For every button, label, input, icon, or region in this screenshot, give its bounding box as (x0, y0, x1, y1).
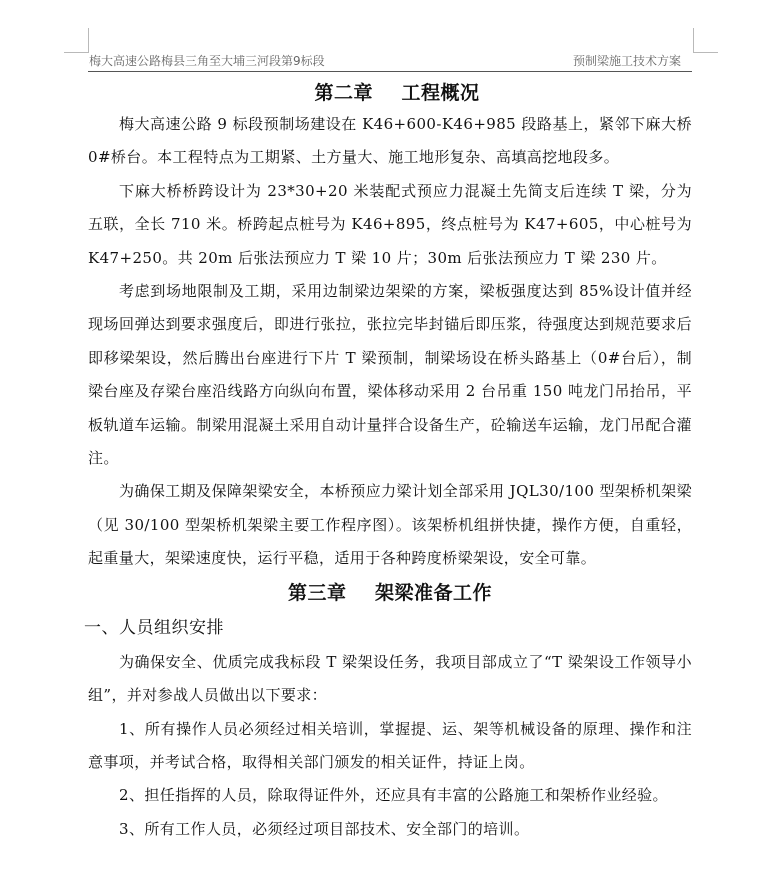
requirement-item-2: 2、担任指挥的人员，除取得证件外，还应具有丰富的公路施工和架桥作业经验。 (119, 786, 668, 805)
crop-mark-top-right (693, 28, 718, 53)
section-personnel-title: 一、人员组织安排 (84, 617, 224, 638)
header-project-name: 梅大高速公路梅县三角至大埔三河段第9标段 (89, 54, 325, 68)
document-body (84, 78, 692, 846)
header-document-title: 预制梁施工技术方案 (573, 54, 682, 68)
chapter-2-paragraph-3: 考虑到场地限制及工期，采用边制梁边架梁的方案，梁板强度达到 85%设计值并经现场回弹达到要求强度后，即进行张拉，张拉完毕封锚后即压浆，待强度达到规范要求后即移梁架设，然后腾出台座进行下片 T 梁预制，制梁场设在桥头路基上（0#台后），制梁台座及存梁台座沿线路方向纵向布置，梁体移动采用 2 台吊重 150 吨龙门吊抬吊，平板轨道车运输。制梁用混凝土采用自动计量拌合设备生产，砼输送车运输，龙门吊配合灌注。 (88, 282, 692, 468)
chapter-2-paragraph-2: 下麻大桥桥跨设计为 23*30+20 米装配式预应力混凝土先简支后连续 T 梁，分为五联，全长 710 米。桥跨起点桩号为 K46+895，终点桩号为 K47+605，中心桩号为 K47+250。共 20m 后张法预应力 T 梁 10 片；30m 后张法预应力 T 梁 230 片。 (88, 181, 692, 267)
crop-mark-top-left (64, 28, 89, 53)
header-divider (88, 71, 692, 72)
chapter-2-paragraph-4: 为确保工期及保障架梁安全，本桥预应力梁计划全部采用 JQL30/100 型架桥机架梁（见 30/100 型架桥机架梁主要工作程序图）。该架桥机组拼快捷，操作方便，自重轻，起重量大，架梁速度快，运行平稳，适用于各种跨度桥梁架设，安全可靠。 (88, 482, 692, 568)
section-personnel-paragraph-1: 为确保安全、优质完成我标段 T 梁架设任务，我项目部成立了“T 梁架设工作领导小组”，并对参战人员做出以下要求： (88, 652, 692, 705)
chapter-2-title: 第二章 工程概况 (314, 82, 480, 104)
requirement-item-1: 1、所有操作人员必须经过相关培训，掌握提、运、架等机械设备的原理、操作和注意事项，并考试合格，取得相关部门颁发的相关证件，持证上岗。 (88, 719, 692, 771)
requirement-item-3: 3、所有工作人员，必须经过项目部技术、安全部门的培训。 (119, 819, 530, 838)
chapter-2-paragraph-1: 梅大高速公路 9 标段预制场建设在 K46+600-K46+985 段路基上，紧邻下麻大桥 0#桥台。本工程特点为工期紧、土方量大、施工地形复杂、高填高挖地段多。 (88, 115, 692, 167)
chapter-3-title: 第三章 架梁准备工作 (288, 581, 492, 604)
